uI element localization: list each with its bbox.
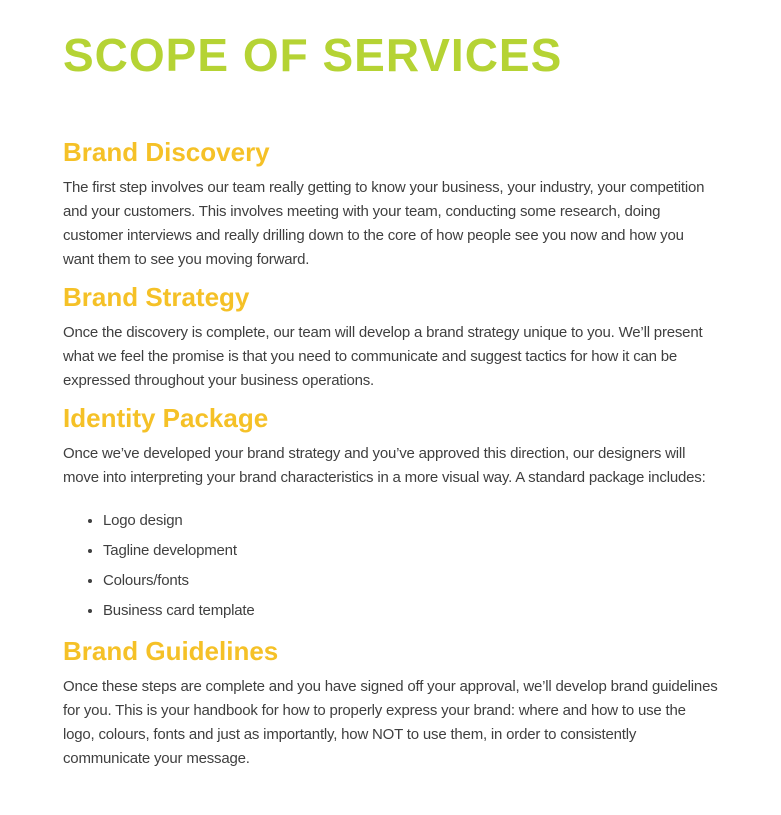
page-title: SCOPE OF SERVICES [63, 29, 563, 81]
list-item: • Logo design [103, 509, 718, 533]
section-brand-discovery [63, 137, 718, 272]
brand-strategy-paragraph: Once the discovery is complete, our team will develop a brand strategy unique to you. We’ll present what we feel the promise is that you need to communicate and suggest tactics for how it can be expressed throughout your business operations. [63, 324, 703, 389]
section-brand-strategy [63, 282, 718, 393]
brand-guidelines-heading: Brand Guidelines [63, 636, 279, 666]
brand-discovery-heading: Brand Discovery [63, 137, 270, 167]
identity-package-heading: Identity Package [63, 403, 269, 433]
list-item: • Tagline development [103, 539, 718, 563]
section-identity-package [63, 403, 718, 623]
list-item: • Business card template [103, 599, 718, 623]
section-brand-guidelines [63, 636, 718, 771]
list-item: • Colours/fonts [103, 569, 718, 593]
brand-discovery-paragraph: The first step involves our team really getting to know your business, your industry, your competition and your customers. This involves meeting with your team, conducting some research, doing customer interviews and really drilling down to the core of how people see you now and how you want them to see you moving forward. [63, 179, 705, 268]
identity-package-bullet-list [63, 509, 718, 623]
identity-package-paragraph: Once we’ve developed your brand strategy and you’ve approved this direction, our designers will move into interpreting your brand characteristics in a more visual way. A standard package includes: [63, 445, 706, 486]
brand-strategy-heading: Brand Strategy [63, 282, 250, 312]
brand-guidelines-paragraph: Once these steps are complete and you have signed off your approval, we’ll develop brand guidelines for you. This is your handbook for how to properly express your brand: where and how to use the logo, colours, fonts and just as importantly, how NOT to use them, in order to consistently communicate your message. [63, 678, 718, 767]
